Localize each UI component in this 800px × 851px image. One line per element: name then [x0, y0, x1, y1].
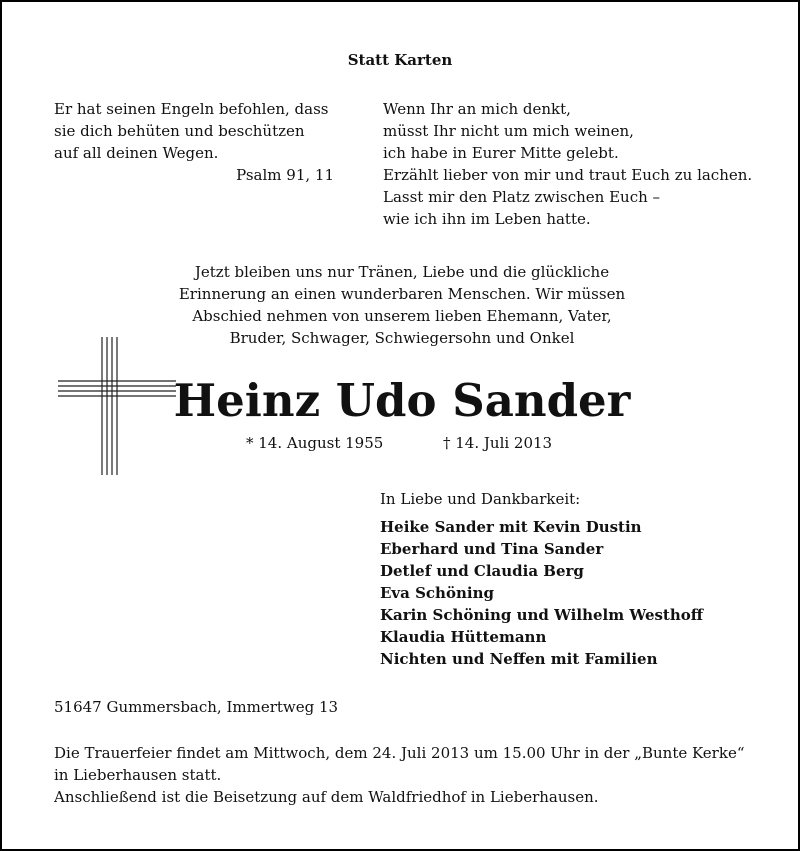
- verse-reference: Psalm 91, 11: [236, 166, 334, 184]
- deceased-name: Heinz Udo Sander: [173, 374, 631, 427]
- verse-line: sie dich behüten und beschützen: [54, 122, 305, 140]
- notice-line: in Lieberhausen statt.: [54, 766, 222, 784]
- psalm-verse: [54, 98, 334, 186]
- mourner: Eberhard und Tina Sander: [380, 540, 604, 558]
- death-date: † 14. Juli 2013: [443, 434, 553, 452]
- poem-line: ich habe in Eurer Mitte gelebt.: [383, 144, 619, 162]
- mourner: Heike Sander mit Kevin Dustin: [380, 518, 642, 536]
- notice-line: Anschließend ist die Beisetzung auf dem Waldfriedhof in Lieberhausen.: [54, 788, 599, 806]
- address: 51647 Gummersbach, Immertweg 13: [54, 698, 339, 716]
- gratitude-line: In Liebe und Dankbarkeit:: [380, 490, 581, 508]
- mourner: Karin Schöning und Wilhelm Westhoff: [380, 606, 704, 624]
- mourner: Eva Schöning: [380, 584, 494, 602]
- intro-line: Erinnerung an einen wunderbaren Menschen. Wir müssen: [178, 285, 626, 303]
- poem-line: müsst Ihr nicht um mich weinen,: [383, 122, 634, 140]
- mourner: Nichten und Neffen mit Familien: [380, 650, 658, 668]
- intro-line: Bruder, Schwager, Schwiegersohn und Onkel: [229, 329, 575, 347]
- mourners-list: [380, 516, 703, 670]
- verse-line: Er hat seinen Engeln befohlen, dass: [54, 100, 329, 118]
- verse-line: auf all deinen Wegen.: [54, 144, 219, 162]
- poem-verse: [383, 98, 783, 230]
- poem-line: wie ich ihn im Leben hatte.: [383, 210, 591, 228]
- notice-line: Die Trauerfeier findet am Mittwoch, dem 24. Juli 2013 um 15.00 Uhr in der „Bunte Kerke“: [54, 744, 745, 762]
- funeral-notice: [54, 742, 774, 808]
- heading: Statt Karten: [347, 51, 453, 69]
- intro-text: [152, 261, 652, 349]
- mourner: Detlef und Claudia Berg: [380, 562, 584, 580]
- intro-line: Jetzt bleiben uns nur Tränen, Liebe und die glückliche: [194, 263, 610, 281]
- poem-line: Lasst mir den Platz zwischen Euch –: [383, 188, 661, 206]
- poem-line: Erzählt lieber von mir und traut Euch zu lachen.: [383, 166, 753, 184]
- birth-date: * 14. August 1955: [246, 434, 384, 452]
- poem-line: Wenn Ihr an mich denkt,: [383, 100, 571, 118]
- mourner: Klaudia Hüttemann: [380, 628, 547, 646]
- intro-line: Abschied nehmen von unserem lieben Ehemann, Vater,: [192, 307, 612, 325]
